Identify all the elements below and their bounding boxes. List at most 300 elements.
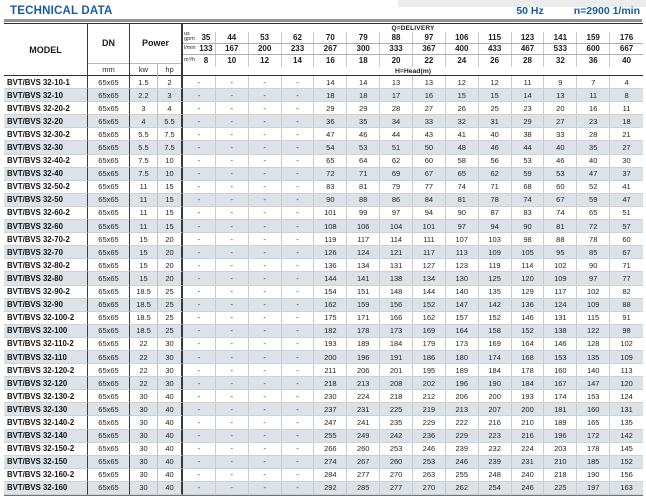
- kw-cell: 5.5: [130, 141, 158, 154]
- flow-value-cell: 106: [446, 32, 479, 43]
- dn-cell: 65x65: [88, 299, 130, 312]
- head-cell: 60: [544, 181, 577, 194]
- head-cell: 62: [479, 168, 512, 181]
- dn-cell: 65x65: [88, 325, 130, 338]
- head-cell: 203: [544, 443, 577, 456]
- model-cell: BVT/BVS 32-150-2: [4, 443, 88, 456]
- table-row: [4, 220, 643, 233]
- head-cell: 85: [577, 246, 610, 259]
- model-cell: BVT/BVS 32-120-2: [4, 364, 88, 377]
- head-cell: 174: [479, 351, 512, 364]
- head-cell: 41: [446, 128, 479, 141]
- model-cell: BVT/BVS 32-40-2: [4, 155, 88, 168]
- head-cell: -: [282, 128, 315, 141]
- hp-unit-label: hp: [165, 65, 174, 75]
- head-cell: 23: [577, 115, 610, 128]
- head-cell: 131: [380, 259, 413, 272]
- head-cell: -: [282, 220, 315, 233]
- head-cell: 40: [544, 141, 577, 154]
- flow-value-cell: 20: [380, 55, 413, 67]
- table-row: [4, 89, 643, 102]
- model-cell: BVT/BVS 32-40: [4, 168, 88, 181]
- table-row: [4, 286, 643, 299]
- kw-cell: 15: [130, 272, 158, 285]
- head-cell: 152: [610, 456, 643, 469]
- dn-cell: 65x65: [88, 469, 130, 482]
- head-cell: 84: [413, 194, 446, 207]
- head-cell: 130: [446, 272, 479, 285]
- head-cell: 179: [413, 338, 446, 351]
- head-cell: 173: [380, 325, 413, 338]
- kw-cell: 18.5: [130, 286, 158, 299]
- kw-cell: 7.5: [130, 168, 158, 181]
- flow-value-cell: [183, 44, 216, 55]
- table-row: [4, 351, 643, 364]
- head-cell: 47: [577, 168, 610, 181]
- head-cell: -: [183, 430, 216, 443]
- head-cell: 229: [413, 416, 446, 429]
- hp-cell: 40: [158, 482, 183, 495]
- table-row: [4, 102, 643, 115]
- head-cell: 71: [347, 168, 380, 181]
- model-cell: BVT/BVS 32-130-2: [4, 390, 88, 403]
- head-cell: 164: [446, 325, 479, 338]
- table-row: [4, 403, 643, 416]
- head-cell: 35: [347, 115, 380, 128]
- head-cell: 225: [544, 482, 577, 495]
- head-cell: 231: [347, 403, 380, 416]
- head-cell: 189: [446, 364, 479, 377]
- table-row: [4, 299, 643, 312]
- hp-cell: 40: [158, 403, 183, 416]
- head-cell: -: [183, 456, 216, 469]
- kw-cell: 30: [130, 482, 158, 495]
- head-cell: -: [216, 246, 249, 259]
- head-cell: 124: [610, 390, 643, 403]
- head-cell: 135: [577, 351, 610, 364]
- head-cell: 16: [413, 89, 446, 102]
- model-cell: BVT/BVS 32-10: [4, 89, 88, 102]
- head-cell: 190: [577, 469, 610, 482]
- head-cell: 184: [380, 338, 413, 351]
- table-row: [4, 141, 643, 154]
- hp-cell: 10: [158, 168, 183, 181]
- head-cell: 44: [380, 128, 413, 141]
- hp-cell: 7.5: [158, 128, 183, 141]
- head-cell: 160: [577, 403, 610, 416]
- kw-cell: 11: [130, 207, 158, 220]
- head-cell: 88: [544, 233, 577, 246]
- flow-value-cell: 600: [577, 44, 610, 55]
- head-cell: 102: [610, 338, 643, 351]
- head-cell: 67: [544, 194, 577, 207]
- head-cell: -: [282, 312, 315, 325]
- head-cell: -: [216, 194, 249, 207]
- head-cell: -: [183, 443, 216, 456]
- table-row: [4, 194, 643, 207]
- hp-cell: 40: [158, 416, 183, 429]
- head-cell: -: [183, 403, 216, 416]
- flow-value: 133: [199, 44, 213, 54]
- kw-cell: 11: [130, 181, 158, 194]
- head-cell: 78: [479, 194, 512, 207]
- head-cell: -: [249, 259, 282, 272]
- dn-cell: 65x65: [88, 233, 130, 246]
- head-cell: 62: [380, 155, 413, 168]
- kw-cell: 15: [130, 259, 158, 272]
- hp-cell: 2: [158, 76, 183, 89]
- head-cell: -: [282, 299, 315, 312]
- head-cell: 277: [380, 482, 413, 495]
- head-cell: 211: [314, 364, 347, 377]
- head-cell: -: [216, 416, 249, 429]
- model-column-header: MODEL: [4, 24, 88, 76]
- head-cell: 247: [314, 416, 347, 429]
- head-cell: 201: [380, 364, 413, 377]
- flow-value-cell: 24: [446, 55, 479, 67]
- flow-unit-row: [183, 32, 643, 44]
- head-cell: 32: [446, 115, 479, 128]
- head-cell: -: [249, 128, 282, 141]
- head-cell: 67: [610, 246, 643, 259]
- head-cell: 225: [380, 403, 413, 416]
- head-cell: 213: [446, 403, 479, 416]
- model-cell: BVT/BVS 32-80: [4, 272, 88, 285]
- head-cell: 249: [347, 430, 380, 443]
- flow-value-cell: 62: [282, 32, 315, 43]
- head-cell: 33: [544, 128, 577, 141]
- head-cell: 267: [347, 456, 380, 469]
- head-cell: -: [282, 456, 315, 469]
- flow-value-cell: 400: [446, 44, 479, 55]
- head-cell: 242: [380, 430, 413, 443]
- kw-cell: 30: [130, 456, 158, 469]
- head-cell: 156: [610, 469, 643, 482]
- head-cell: 97: [577, 272, 610, 285]
- head-cell: 46: [544, 155, 577, 168]
- head-cell: -: [249, 351, 282, 364]
- kw-cell: 22: [130, 364, 158, 377]
- head-cell: 86: [380, 194, 413, 207]
- table-body: [4, 76, 643, 495]
- head-cell: 51: [610, 207, 643, 220]
- head-cell: 253: [380, 443, 413, 456]
- head-cell: 160: [544, 364, 577, 377]
- head-cell: 120: [610, 377, 643, 390]
- head-cell: -: [183, 325, 216, 338]
- head-cell: -: [282, 377, 315, 390]
- head-cell: -: [216, 155, 249, 168]
- model-cell: BVT/BVS 32-80-2: [4, 259, 88, 272]
- model-cell: BVT/BVS 32-160-2: [4, 469, 88, 482]
- head-cell: -: [216, 390, 249, 403]
- head-cell: 65: [577, 207, 610, 220]
- table-row: [4, 469, 643, 482]
- head-cell: 165: [577, 416, 610, 429]
- head-cell: 246: [413, 443, 446, 456]
- head-cell: 105: [512, 246, 545, 259]
- head-cell: 114: [380, 233, 413, 246]
- hp-cell: 15: [158, 207, 183, 220]
- head-cell: 18: [347, 89, 380, 102]
- page-title: TECHNICAL DATA: [10, 5, 113, 17]
- hp-cell: 15: [158, 220, 183, 233]
- table-row: [4, 338, 643, 351]
- kw-cell: 30: [130, 416, 158, 429]
- flow-value-cell: 176: [619, 32, 634, 42]
- dn-cell: 65x65: [88, 102, 130, 115]
- head-cell: 135: [479, 286, 512, 299]
- head-cell: 246: [512, 482, 545, 495]
- head-cell: 154: [314, 286, 347, 299]
- head-cell: 54: [314, 141, 347, 154]
- kw-cell: 15: [130, 233, 158, 246]
- dn-cell: 65x65: [88, 416, 130, 429]
- hp-cell: 20: [158, 272, 183, 285]
- head-cell: -: [183, 259, 216, 272]
- model-cell: BVT/BVS 32-10-1: [4, 76, 88, 89]
- head-cell: 174: [544, 390, 577, 403]
- head-cell: 11: [610, 102, 643, 115]
- flow-value-cell: 44: [216, 32, 249, 43]
- kw-unit-label: kw: [130, 64, 158, 76]
- hp-cell: 5.5: [158, 115, 183, 128]
- head-cell: 27: [544, 115, 577, 128]
- head-cell: -: [282, 207, 315, 220]
- head-cell: 219: [413, 403, 446, 416]
- head-cell: -: [282, 89, 315, 102]
- head-cell: 117: [347, 233, 380, 246]
- head-cell: 81: [446, 194, 479, 207]
- model-cell: BVT/BVS 32-140: [4, 430, 88, 443]
- head-cell: 47: [610, 194, 643, 207]
- head-cell: 14: [512, 89, 545, 102]
- head-cell: 29: [314, 102, 347, 115]
- head-cell: 136: [314, 259, 347, 272]
- head-cell: -: [183, 141, 216, 154]
- head-cell: -: [183, 128, 216, 141]
- head-cell: -: [249, 272, 282, 285]
- head-cell: 113: [446, 246, 479, 259]
- head-cell: 44: [512, 141, 545, 154]
- dn-cell: 65x65: [88, 141, 130, 154]
- head-cell: 91: [610, 312, 643, 325]
- hp-cell: 20: [158, 246, 183, 259]
- dn-cell: 65x65: [88, 272, 130, 285]
- speed-label: n=2900 1/min: [573, 5, 640, 17]
- flow-value-cell: 167: [216, 44, 249, 55]
- head-cell: 206: [347, 364, 380, 377]
- flow-value-cell: 433: [479, 44, 512, 55]
- flow-value-cell: 333: [380, 44, 413, 55]
- flow-value-cell: 14: [282, 55, 315, 67]
- hp-cell: 30: [158, 364, 183, 377]
- head-cell: 136: [512, 299, 545, 312]
- head-cell: 58: [446, 155, 479, 168]
- head-cell: 239: [446, 443, 479, 456]
- head-cell: 208: [380, 377, 413, 390]
- head-cell: -: [216, 115, 249, 128]
- head-cell: 59: [577, 194, 610, 207]
- head-cell: 28: [577, 128, 610, 141]
- head-cell: 78: [577, 233, 610, 246]
- flow-value-cell: [183, 55, 216, 67]
- hp-cell: 25: [158, 286, 183, 299]
- hp-cell: 30: [158, 377, 183, 390]
- head-cell: 181: [544, 403, 577, 416]
- dn-cell: 65x65: [88, 168, 130, 181]
- flow-value-cell: 32: [544, 55, 577, 67]
- head-cell: 51: [380, 141, 413, 154]
- head-cell: 231: [512, 456, 545, 469]
- head-cell: 123: [446, 259, 479, 272]
- model-cell: BVT/BVS 32-20: [4, 115, 88, 128]
- kw-cell: 3: [130, 102, 158, 115]
- head-cell: 266: [314, 443, 347, 456]
- head-cell: -: [249, 168, 282, 181]
- table-row: [4, 443, 643, 456]
- head-cell: 97: [380, 207, 413, 220]
- head-cell: 147: [577, 377, 610, 390]
- head-cell: -: [282, 338, 315, 351]
- flow-unit-rows: [183, 32, 643, 67]
- flow-value-cell: 12: [249, 55, 282, 67]
- kw-cell: 7.5: [130, 155, 158, 168]
- head-cell: -: [216, 456, 249, 469]
- head-cell: -: [249, 155, 282, 168]
- head-cell: 246: [446, 456, 479, 469]
- head-cell: -: [183, 115, 216, 128]
- head-cell: 29: [347, 102, 380, 115]
- head-cell: -: [282, 102, 315, 115]
- head-cell: -: [216, 377, 249, 390]
- head-cell: 13: [380, 76, 413, 89]
- head-cell: 25: [479, 102, 512, 115]
- hp-cell: 20: [158, 233, 183, 246]
- dn-cell: 65x65: [88, 259, 130, 272]
- head-cell: 173: [446, 338, 479, 351]
- kw-cell: 18.5: [130, 299, 158, 312]
- dn-cell: 65x65: [88, 220, 130, 233]
- head-cell: -: [216, 338, 249, 351]
- model-cell: BVT/BVS 32-130: [4, 403, 88, 416]
- head-cell: -: [249, 141, 282, 154]
- head-cell: -: [249, 430, 282, 443]
- head-cell: 108: [314, 220, 347, 233]
- head-cell: -: [249, 181, 282, 194]
- head-cell: 30: [610, 155, 643, 168]
- head-cell: 13: [544, 89, 577, 102]
- head-cell: -: [282, 194, 315, 207]
- head-cell: 65: [314, 155, 347, 168]
- head-cell: 29: [512, 115, 545, 128]
- head-cell: 4: [610, 76, 643, 89]
- head-cell: 210: [544, 456, 577, 469]
- model-cell: BVT/BVS 32-100-2: [4, 312, 88, 325]
- head-cell: 69: [380, 168, 413, 181]
- kw-cell: 22: [130, 377, 158, 390]
- head-cell: 167: [544, 377, 577, 390]
- hp-cell: 25: [158, 325, 183, 338]
- head-cell: -: [183, 272, 216, 285]
- head-cell: 40: [577, 155, 610, 168]
- head-cell: 141: [347, 272, 380, 285]
- head-cell: 131: [610, 403, 643, 416]
- head-cell: -: [249, 469, 282, 482]
- head-cell: 33: [413, 115, 446, 128]
- head-cell: 144: [314, 272, 347, 285]
- head-cell: -: [216, 286, 249, 299]
- head-cell: 46: [347, 128, 380, 141]
- power-column-header: [130, 24, 183, 76]
- head-cell: 184: [512, 377, 545, 390]
- head-cell: -: [216, 443, 249, 456]
- dn-cell: 65x65: [88, 364, 130, 377]
- dn-cell: 65x65: [88, 246, 130, 259]
- dn-cell: 65x65: [88, 456, 130, 469]
- head-cell: 131: [544, 312, 577, 325]
- head-cell: 235: [380, 416, 413, 429]
- head-cell: 111: [413, 233, 446, 246]
- head-cell: 200: [512, 403, 545, 416]
- flow-value-cell: 22: [413, 55, 446, 67]
- head-cell: 90: [577, 259, 610, 272]
- head-cell: -: [249, 377, 282, 390]
- head-cell: -: [216, 207, 249, 220]
- head-cell: 109: [479, 246, 512, 259]
- head-cell: 79: [380, 181, 413, 194]
- head-cell: 18: [314, 89, 347, 102]
- model-cell: BVT/BVS 32-20-2: [4, 102, 88, 115]
- head-cell: 83: [512, 207, 545, 220]
- head-cell: 151: [347, 286, 380, 299]
- head-cell: 152: [413, 299, 446, 312]
- kw-cell: 5.5: [130, 128, 158, 141]
- flow-value-cell: [183, 32, 216, 43]
- table-row: [4, 168, 643, 181]
- dn-cell: 65x65: [88, 430, 130, 443]
- head-cell: -: [183, 102, 216, 115]
- flow-value-cell: 36: [577, 55, 610, 67]
- head-cell: -: [282, 286, 315, 299]
- head-cell: 216: [479, 416, 512, 429]
- model-cell: BVT/BVS 32-100: [4, 325, 88, 338]
- head-cell: 206: [446, 390, 479, 403]
- head-cell: 253: [413, 456, 446, 469]
- head-unit-label: H=Head(m): [394, 67, 432, 75]
- model-cell: BVT/BVS 32-110-2: [4, 338, 88, 351]
- head-cell: 146: [544, 338, 577, 351]
- head-cell: -: [249, 325, 282, 338]
- head-cell: 77: [610, 272, 643, 285]
- dn-cell: 65x65: [88, 155, 130, 168]
- head-cell: 15: [446, 89, 479, 102]
- head-cell: 37: [610, 168, 643, 181]
- head-cell: -: [249, 102, 282, 115]
- flow-value: 8: [203, 56, 209, 66]
- delivery-column-header: [183, 24, 643, 76]
- head-cell: 97: [446, 220, 479, 233]
- head-cell: 229: [446, 430, 479, 443]
- head-cell: -: [282, 115, 315, 128]
- head-cell: -: [282, 364, 315, 377]
- dn-cell: 65x65: [88, 482, 130, 495]
- head-cell: 26: [446, 102, 479, 115]
- head-cell: -: [249, 364, 282, 377]
- head-cell: -: [183, 76, 216, 89]
- head-cell: -: [216, 141, 249, 154]
- head-cell: 195: [413, 364, 446, 377]
